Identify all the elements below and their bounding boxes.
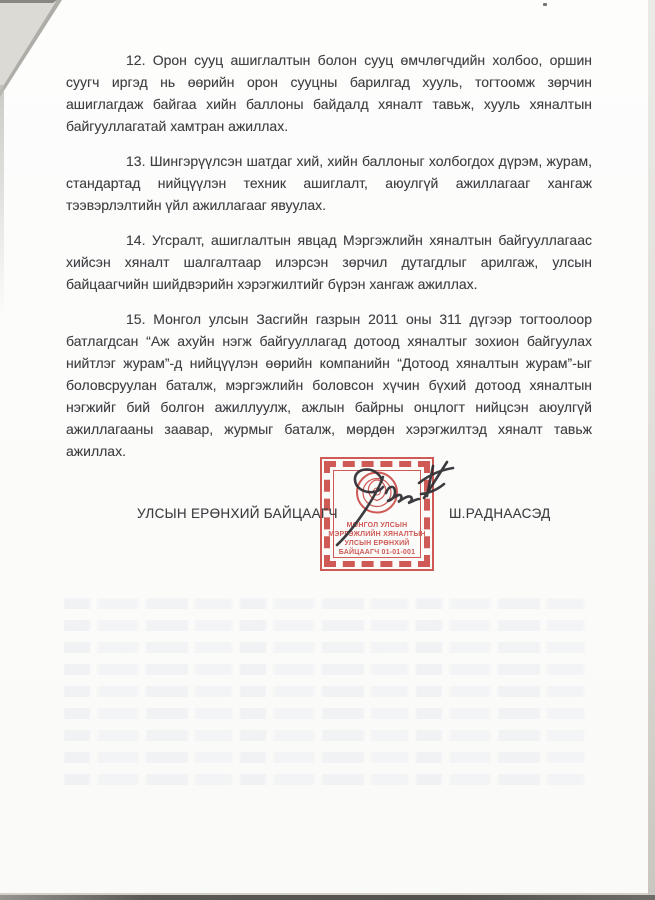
right-scan-edge: [648, 0, 655, 900]
page-corner-fold-edge: [0, 0, 57, 3]
stamp-line-1: МОНГОЛ УЛСЫН: [346, 522, 408, 529]
stamp-line-3: УЛСЫН ЕРӨНХИЙ: [344, 540, 410, 547]
scan-speck: [543, 3, 547, 6]
signatory-name: Ш.РАДНААСЭД: [449, 506, 551, 521]
paragraph-15: 15. Монгол улсын Засгийн газрын 2011 оны 311 дүгээр тогтоолоор батлагдсан “Аж ахуйн нэгж байгууллагад дотоод хяналтыг зохион байгуулах нийтлэг журам”-д нийцүүлэн өөрийн компанийн “Дотоод хяналтын журам”-ыг боловсруулан баталж, мэргэжлийн боловсон хүчин бүхий дотоод хяналтын нэгжийг бий болгон ажиллуулж, ажлын байрны онцлогт нийцсэн аюулгүй ажиллагааны заавар, журмыг баталж, мөрдөн хэрэгжилтэд хяналт тавьж ажиллах.: [66, 311, 592, 459]
signatory-title: УЛСЫН ЕРӨНХИЙ БАЙЦААГЧ: [137, 506, 338, 521]
stamp-line-2: МЭРГЭЖЛИЙН ХЯНАЛТЫН: [328, 531, 426, 538]
paragraph-14: 14. Угсралт, ашиглалтын явцад Мэргэжлийн хяналтын байгууллагаас хийсэн хяналт шалгалтаар илэрсэн зөрчил дутагдлыг арилгаж, улсын байцаагчийн шийдвэрийн хэрэгжилтийг бүрэн хангаж ажиллах.: [66, 232, 592, 292]
reverse-side-bleedthrough: [64, 598, 592, 793]
paragraph-13: 13. Шингэрүүлсэн шатдаг хий, хийн баллоныг холбогдох дүрэм, журам, стандартад нийцүүлэн техник ашиглалт, аюулгүй ажиллагааг хангаж тээвэрлэлтийн үйл ажиллагааг явуулах.: [66, 153, 592, 213]
stamp-line-4: БАЙЦААГЧ 01-01-001: [338, 549, 416, 556]
bottom-scan-bar: [0, 895, 655, 900]
left-scan-edge: [0, 85, 4, 315]
handwritten-signature: [320, 452, 470, 557]
paragraph-12: 12. Орон сууц ашиглалтын болон сууц өмчлөгчдийн холбоо, оршин суугч иргэд нь өөрийн орон сууцны барилгад хууль, тогтоомж зөрчин ашиглагдаж байгаа хийн баллоны байдалд хяналт тавьж, хууль хяналтын байгууллагатай хамтран ажиллах.: [66, 52, 592, 134]
document-body: [66, 49, 592, 475]
